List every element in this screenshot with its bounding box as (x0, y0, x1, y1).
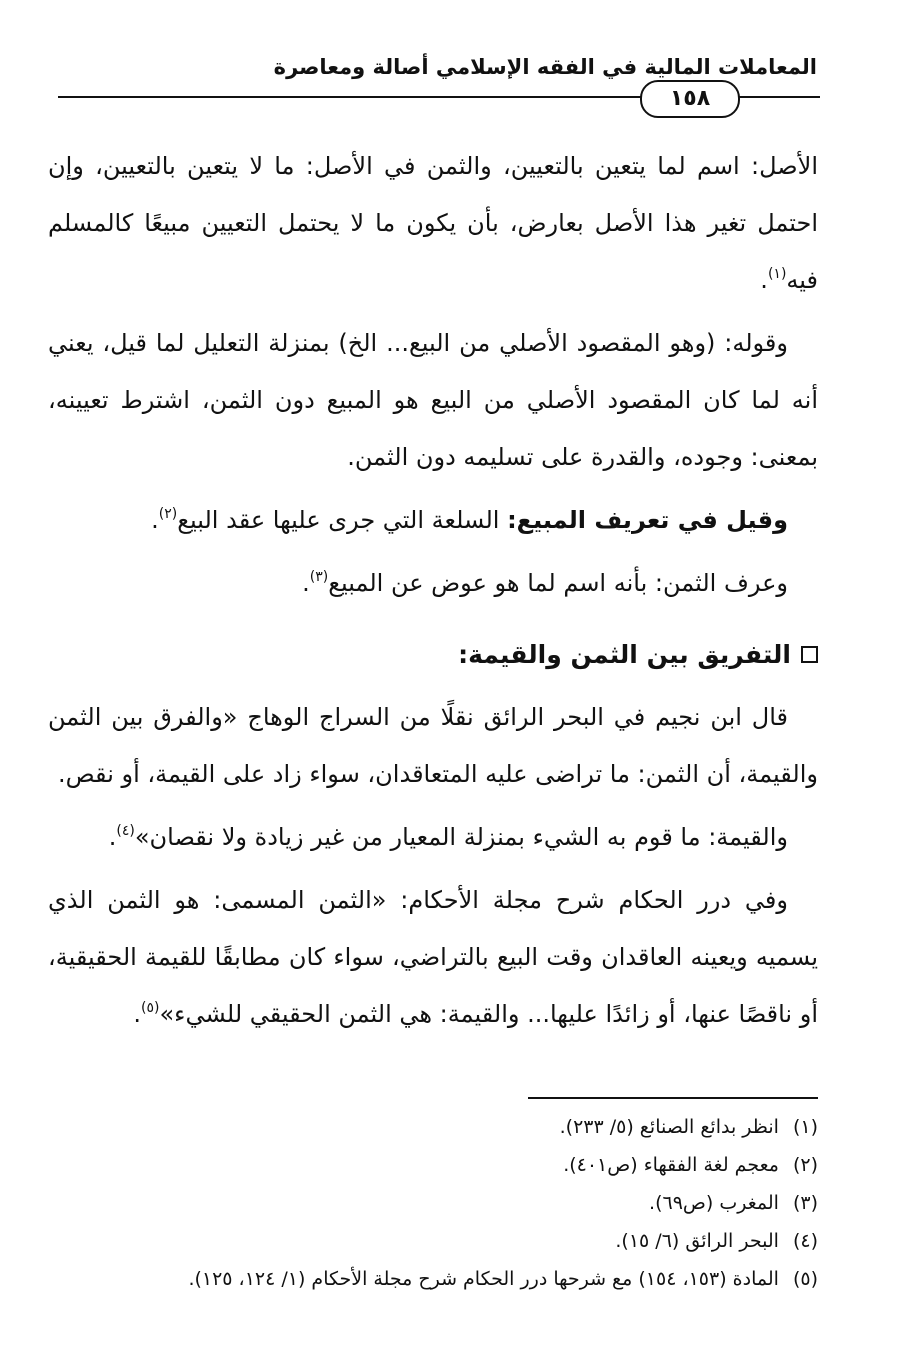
body-text (48, 138, 818, 1049)
footnote-2: (٢)معجم لغة الفقهاء (ص٤٠١). (563, 1154, 818, 1176)
running-header-title: المعاملات المالية في الفقه الإسلامي أصالة ومعاصرة (273, 55, 817, 79)
footnote-ref-4: (٤) (116, 823, 135, 839)
footnote-5: (٥)المادة (١٥٣، ١٥٤) مع شرحها درر الحكام شرح مجلة الأحكام (١/ ١٢٤، ١٢٥). (188, 1268, 818, 1290)
paragraph-2: وقوله: (وهو المقصود الأصلي من البيع... الخ) بمنزلة التعليل لما قيل، يعني أنه لما كان المقصود الأصلي من البيع هو المبيع دون الثمن، اشترط تعيينه، بمعنى: وجوده، والقدرة على تسليمه دون الثمن. (48, 329, 818, 471)
paragraph-3: وقيل في تعريف المبيع: السلعة التي جرى عليها عقد البيع$^{(٢)}$. (151, 506, 788, 534)
footnote-1: (١)انظر بدائع الصنائع (٥/ ٢٣٣). (559, 1116, 818, 1138)
footnote-rule (528, 1097, 818, 1099)
footnote-ref-5: (٥) (141, 1000, 160, 1016)
footnote-ref-2: (٢) (158, 506, 178, 522)
section-heading (48, 626, 818, 683)
footnote-ref-1: (١) (767, 266, 787, 282)
paragraph-4: وعرف الثمن: بأنه اسم لما هو عوض عن المبيع$^{(٣)}$. (302, 569, 788, 597)
paragraph-6: والقيمة: ما قوم به الشيء بمنزلة المعيار من غير زيادة ولا نقصان»$^{(٤)}$. (108, 823, 788, 851)
section-heading-text: التفريق بين الثمن والقيمة: (458, 640, 791, 669)
paragraph-3-lead: وقيل في تعريف المبيع: (507, 506, 788, 534)
page-number: ١٥٨ (640, 80, 740, 118)
footnote-ref-3: (٣) (309, 569, 329, 585)
footnote-4: (٤)البحر الرائق (٦/ ١٥). (615, 1230, 818, 1252)
checkbox-square-icon (801, 646, 818, 663)
paragraph-7: وفي درر الحكام شرح مجلة الأحكام: «الثمن المسمى: هو الثمن الذي يسميه ويعينه العاقدان وقت البيع بالتراضي، سواء كان مطابقًا للقيمة الحقيقية، أو ناقصًا عنها، أو زائدًا عليها... والقيمة: هي الثمن الحقيقي للشيء»$^{(٥)}$. (48, 886, 818, 1028)
paragraph-1: الأصل: اسم لما يتعين بالتعيين، والثمن في الأصل: ما لا يتعين بالتعيين، وإن احتمل تغير هذا الأصل بعارض، بأن يكون ما لا يحتمل التعيين مبيعًا كالمسلم فيه$^{(١)}$. (48, 152, 818, 294)
footnotes (48, 1108, 818, 1298)
footnote-3: (٣)المغرب (ص٦٩). (649, 1192, 818, 1214)
paragraph-5: قال ابن نجيم في البحر الرائق نقلًا من السراج الوهاج «والفرق بين الثمن والقيمة، أن الثمن: ما تراضى عليه المتعاقدان، سواء زاد على القيمة، أو نقص. (48, 703, 818, 788)
